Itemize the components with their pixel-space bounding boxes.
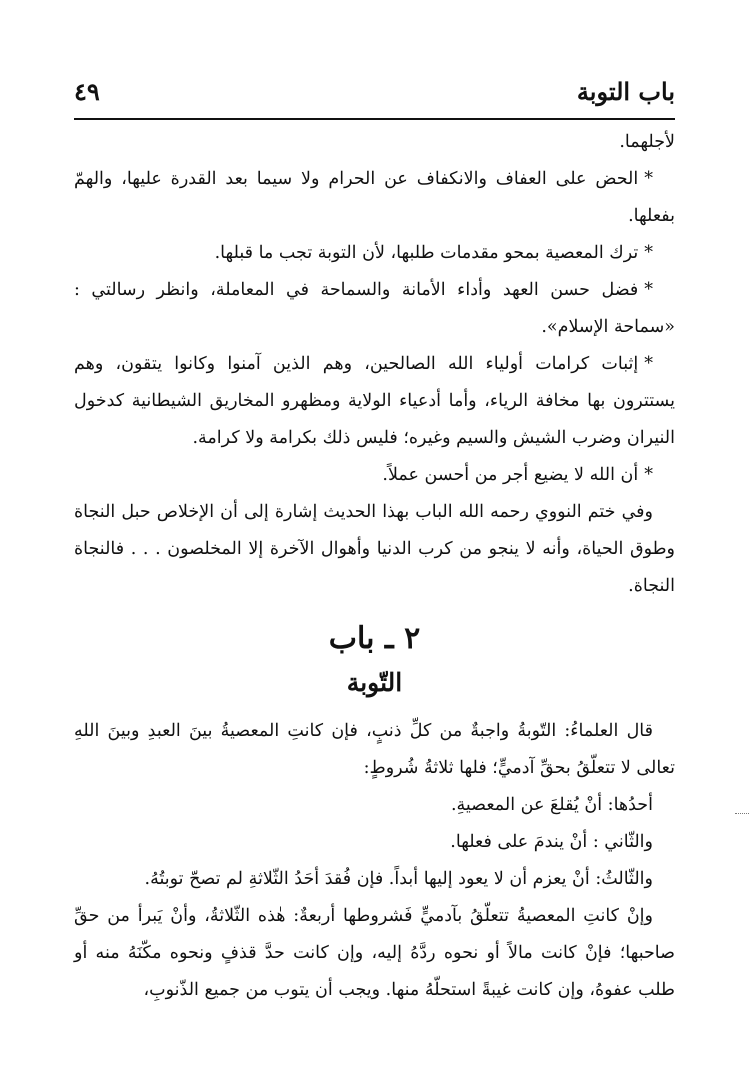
paragraph-text: قال العلماءُ: التّوبةُ واجبةٌ من كلِّ ذنبٍ، فإن كانتِ المعصيةُ بينَ العبدِ وبينَ اللهِ تعالى لا تتعلّقُ بحقِّ آدميٍّ؛ فلها ثلاثةُ شُروطٍ:	[74, 721, 675, 778]
bullet-asterisk: *	[644, 465, 653, 485]
bullet-asterisk: *	[644, 280, 653, 300]
bullet-asterisk: *	[644, 169, 653, 189]
condition-item	[74, 787, 675, 824]
bullet-text: الحض على العفاف والانكفاف عن الحرام ولا سيما بعد القدرة عليها، والهمّ بفعلها.	[74, 169, 675, 226]
bullet-asterisk: *	[644, 243, 653, 263]
condition-item	[74, 824, 675, 861]
page-number: ٤٩	[74, 77, 100, 106]
paragraph-continuation	[74, 124, 675, 161]
paragraph-text: لأجلهما.	[619, 132, 675, 152]
running-title: باب التوبة	[576, 77, 675, 106]
chapter-number: ٢ ـ باب	[328, 621, 421, 656]
bullet-item	[74, 457, 675, 494]
bullet-text: ترك المعصية بمحو مقدمات طلبها، لأن التوبة تجب ما قبلها.	[214, 243, 639, 263]
bullet-text: إثبات كرامات أولياء الله الصالحين، وهم الذين آمنوا وكانوا يتقون، وهم يستترون بها مخافة الرياء، وأما أدعياء الولاية ومظهرو المخاريق الشيطانية كدخول النيران وضرب الشيش والسيم وغيره؛ فليس ذلك بكرامة ولا كرامة.	[74, 354, 675, 448]
page-header	[74, 76, 675, 116]
condition-text: أحدُها: أنْ يُقلعَ عن المعصيةِ.	[450, 795, 653, 815]
bullet-item	[74, 272, 675, 346]
bullet-text: أن الله لا يضيع أجر من أحسن عملاً.	[382, 465, 639, 485]
bullet-item	[74, 346, 675, 457]
condition-item	[74, 861, 675, 898]
chapter-title: التّوبة	[346, 668, 403, 697]
bullet-asterisk: *	[644, 354, 653, 374]
bullet-item	[74, 235, 675, 272]
hadith-intro	[74, 713, 675, 787]
condition-text: والثّالثُ: أنْ يعزم أن لا يعود إليها أبداً. فإن فُقدَ أحَدُ الثّلاثةِ لم تصحّ توبتُهُ.	[144, 869, 653, 889]
paragraph-text: وإنْ كانتِ المعصيةُ تتعلّقُ بآدميٍّ فَشروطها أربعةٌ: هٰذه الثّلاثةُ، وأنْ يَبرأ من حقِّ صاحبها؛ فإنْ كانت مالاً أو نحوه ردَّهُ إليه، وإن كانت حدَّ قذفٍ ونحوه مكّنَهُ منه أو طلب عفوهُ، وإن كانت غيبةً استحلّهُ منها. ويجب أن يتوب من جميع الذّنوبِ،	[74, 906, 675, 1000]
chapter-heading	[74, 617, 675, 703]
bullet-text: فضل حسن العهد وأداء الأمانة والسماحة في المعاملة، وانظر رسالتي : «سماحة الإسلام».	[74, 280, 675, 337]
header-divider	[74, 118, 675, 120]
paragraph-text: وفي ختم النووي رحمه الله الباب بهذا الحديث إشارة إلى أن الإخلاص حبل النجاة وطوق الحياة، وأنه لا ينجو من كرب الدنيا وأهوال الآخرة إلا المخلصون . . . فالنجاة النجاة.	[74, 502, 675, 596]
condition-text: والثّاني : أنْ يندمَ على فعلها.	[450, 832, 653, 852]
page-body	[74, 124, 675, 1009]
margin-scan-mark	[735, 813, 749, 818]
human-rights-paragraph	[74, 898, 675, 1009]
closing-paragraph	[74, 494, 675, 605]
bullet-item	[74, 161, 675, 235]
